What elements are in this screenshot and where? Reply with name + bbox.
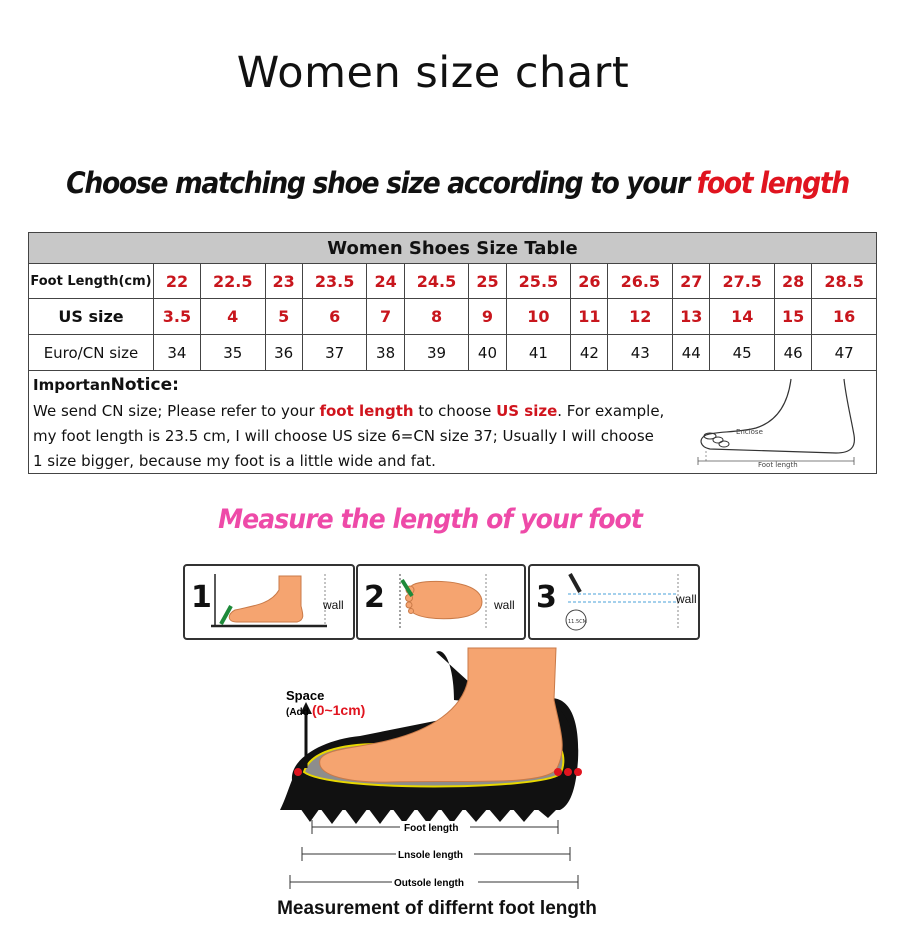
measure-title: Measure the length of your foot [218,504,642,535]
us-size-cell: 7 [367,299,404,335]
foot-length-cell: 26 [571,264,608,299]
foot-length-cell: 22.5 [200,264,265,299]
euro-size-cell: 40 [469,335,506,371]
notice-highlight-us-size: US size [496,402,558,420]
us-size-cell: 13 [673,299,710,335]
us-size-cell: 15 [775,299,812,335]
step-3-note: 11.5CM [568,619,587,625]
us-size-cell: 5 [265,299,302,335]
us-size-cell: 8 [404,299,469,335]
add-label: (Add [286,707,309,718]
euro-size-cell: 37 [302,335,367,371]
add-range-label: (0~1cm) [312,702,366,718]
notice-title [33,375,179,395]
step-2-box [356,564,526,640]
space-label: Space [286,688,325,703]
step-3-box [528,564,700,640]
us-size-label: US size [29,299,154,335]
us-size-cell: 12 [608,299,673,335]
euro-size-cell: 34 [154,335,201,371]
notice-line3: 1 size bigger, because my foot is a little wide and fat. [33,452,436,470]
euro-size-cell: 36 [265,335,302,371]
us-size-cell: 16 [812,299,877,335]
euro-size-cell: 42 [571,335,608,371]
step-2-wall-label: wall [494,598,515,612]
euro-size-cell: 47 [812,335,877,371]
step-1-wall-label: wall [323,598,344,612]
euro-size-label: Euro/CN size [29,335,154,371]
euro-size-cell: 38 [367,335,404,371]
foot-length-label: Foot Length(cm) [29,264,154,299]
foot-length-cell: 28 [775,264,812,299]
euro-size-cell: 35 [200,335,265,371]
notice-line1-c: . For example, [557,402,665,420]
euro-size-cell: 43 [608,335,673,371]
euro-size-cell: 44 [673,335,710,371]
tagline-text: Choose matching shoe size according to your [66,166,697,200]
foot-length-cell: 23 [265,264,302,299]
step-2-number: 2 [364,580,385,615]
enclose-label: Enclose [736,428,763,436]
notice-title-big: Notice: [110,375,179,395]
step-3-number: 3 [536,580,557,615]
notice-box [29,371,877,474]
us-size-row [29,299,877,335]
notice-text [33,399,703,474]
insole-length-label: Lnsole length [398,850,463,861]
notice-title-small: Importan [33,376,111,394]
euro-size-cell: 45 [710,335,775,371]
step-1-foot-icon [209,570,329,632]
us-size-cell: 9 [469,299,506,335]
us-size-cell: 4 [200,299,265,335]
foot-length-cell: 28.5 [812,264,877,299]
us-size-cell: 3.5 [154,299,201,335]
step-1-number: 1 [191,580,212,615]
foot-length-cell: 24 [367,264,404,299]
tagline-highlight: foot length [696,166,849,200]
foot-length-cell: 24.5 [404,264,469,299]
foot-length-row [29,264,877,299]
foot-length-label: Foot length [404,823,459,834]
page-title: Women size chart [236,48,630,98]
foot-length-cell: 25 [469,264,506,299]
euro-size-cell: 46 [775,335,812,371]
outsole-length-label: Outsole length [394,878,464,889]
euro-size-row [29,335,877,371]
notice-line2: my foot length is 23.5 cm, I will choose US size 6=CN size 37; Usually I will choose [33,427,654,445]
step-3-wall-label: wall [676,592,697,606]
diagram-foot-length-label: Foot length [758,461,798,469]
euro-size-cell: 39 [404,335,469,371]
shoe-diagram [240,640,640,896]
step-1-box [183,564,355,640]
us-size-cell: 11 [571,299,608,335]
foot-length-cell: 27 [673,264,710,299]
us-size-cell: 6 [302,299,367,335]
foot-length-cell: 23.5 [302,264,367,299]
foot-length-cell: 25.5 [506,264,571,299]
notice-line1-a: We send CN size; Please refer to your [33,402,320,420]
notice-highlight-foot-length: foot length [319,402,414,420]
step-3-ruler-icon [558,570,688,632]
foot-outline-diagram [696,373,866,471]
foot-length-cell: 22 [154,264,201,299]
table-title: Women Shoes Size Table [29,233,877,264]
size-table [28,232,877,474]
us-size-cell: 10 [506,299,571,335]
tagline [37,166,879,200]
diagram-caption: Measurement of differnt foot length [277,898,597,919]
step-2-foot-icon [386,570,496,632]
foot-length-cell: 26.5 [608,264,673,299]
us-size-cell: 14 [710,299,775,335]
notice-line1-b: to choose [413,402,497,420]
euro-size-cell: 41 [506,335,571,371]
foot-length-cell: 27.5 [710,264,775,299]
